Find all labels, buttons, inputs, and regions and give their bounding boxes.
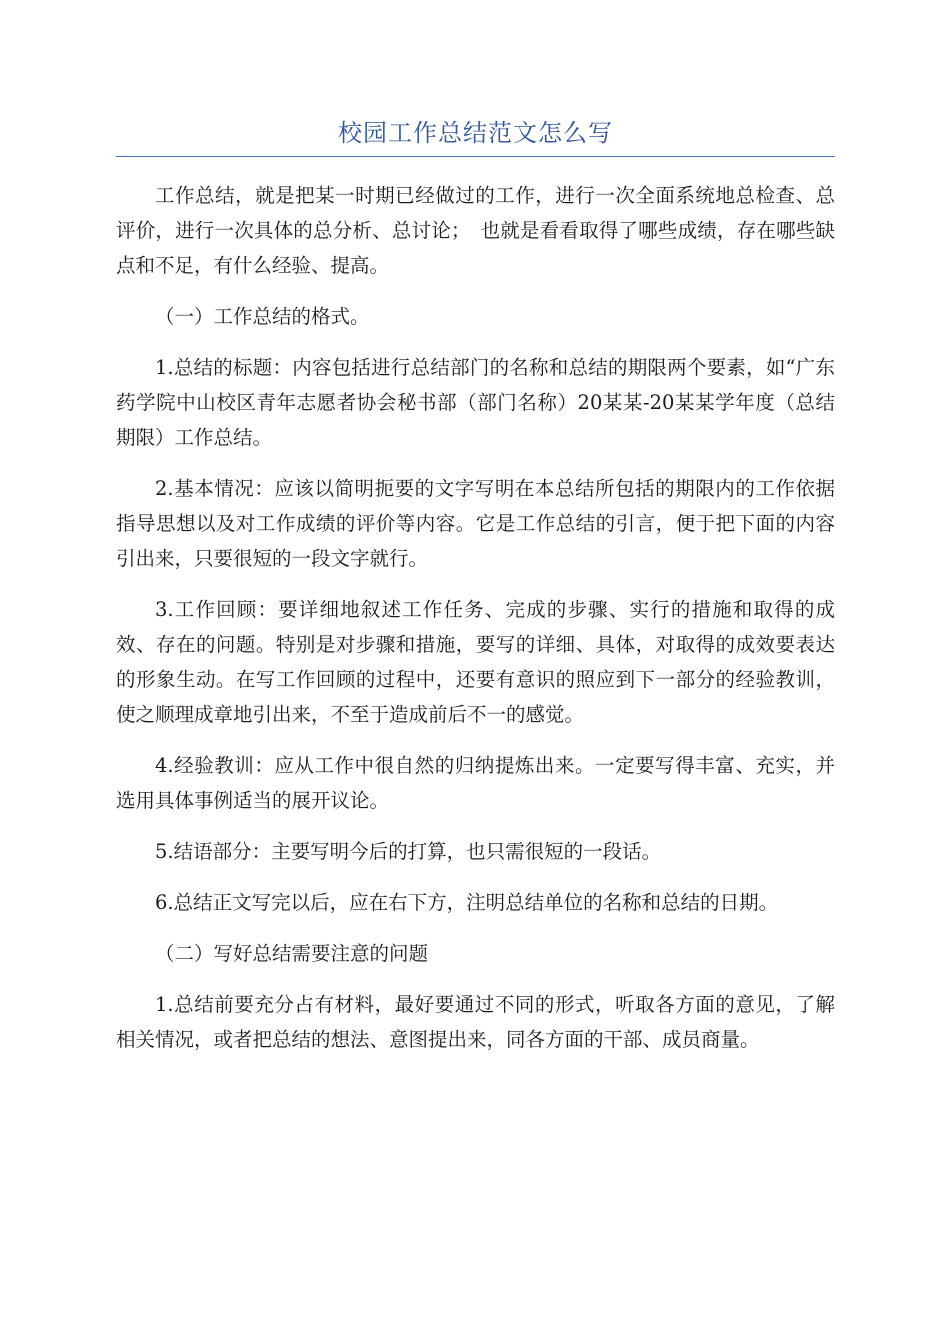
paragraph-item-2: 2.基本情况：应该以简明扼要的文字写明在本总结所包括的期限内的工作依据指导思想以及对工作成绩的评价等内容。它是工作总结的引言，便于把下面的内容引出来，只要很短的一段文字就行。 — [116, 477, 835, 570]
section-heading-notes: （二）写好总结需要注意的问题 — [155, 942, 429, 965]
paragraph-item-1: 1.总结的标题：内容包括进行总结部门的名称和总结的期限两个要素，如“广东药学院中山校区青年志愿者协会秘书部（部门名称）20某某-20某某学年度（总结期限）工作总结。 — [116, 356, 835, 449]
document-title: 校园工作总结范文怎么写 — [338, 119, 613, 147]
paragraph-note-1: 1.总结前要充分占有材料，最好要通过不同的形式，听取各方面的意见，了解相关情况，或者把总结的想法、意图提出来，同各方面的干部、成员商量。 — [116, 993, 835, 1051]
paragraph-item-4: 4.经验教训：应从工作中很自然的归纳提炼出来。一定要写得丰富、充实，并选用具体事例适当的展开议论。 — [116, 754, 835, 812]
section-heading-format: （一）工作总结的格式。 — [155, 305, 370, 328]
paragraph-item-5: 5.结语部分：主要写明今后的打算，也只需很短的一段话。 — [155, 840, 662, 863]
paragraph-item-6: 6.总结正文写完以后，应在右下方，注明总结单位的名称和总结的日期。 — [155, 891, 779, 914]
document-body — [116, 178, 835, 1073]
paragraph-item-3: 3.工作回顾：要详细地叙述工作任务、完成的步骤、实行的措施和取得的成效、存在的问题。特别是对步骤和措施，要写的详细、具体，对取得的成效要表达的形象生动。在写工作回顾的过程中，还要有意识的照应到下一部分的经验教训，使之顺理成章地引出来，不至于造成前后不一的感觉。 — [116, 598, 835, 726]
paragraph-intro: 工作总结，就是把某一时期已经做过的工作，进行一次全面系统地总检查、总评价，进行一次具体的总分析、总讨论； 也就是看看取得了哪些成绩，存在哪些缺点和不足，有什么经验、提高。 — [116, 184, 835, 277]
title-block — [116, 112, 835, 157]
